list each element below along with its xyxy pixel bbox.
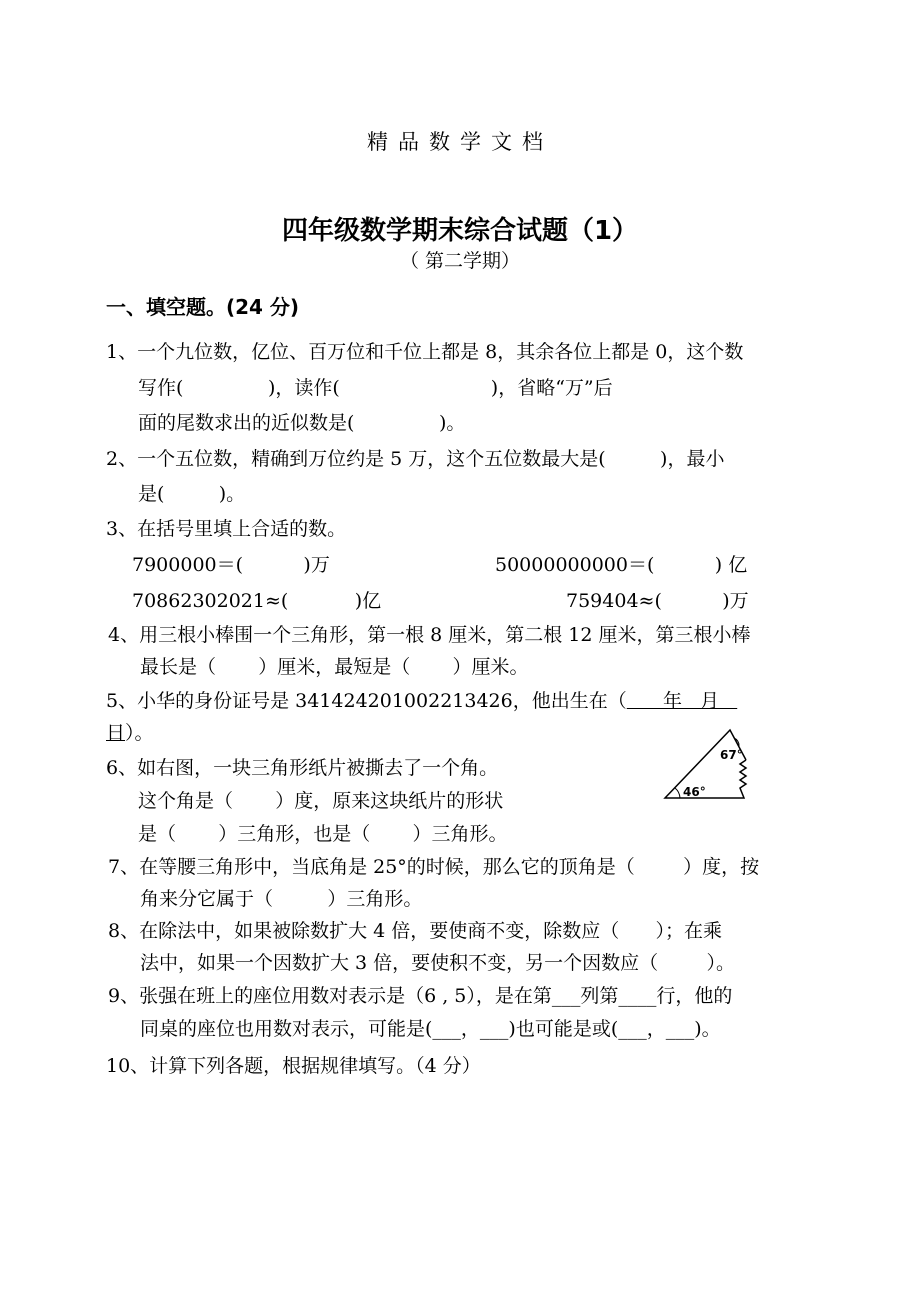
q5-day-blank: 日	[106, 722, 126, 744]
q5-date-blank: 年 月	[626, 690, 738, 712]
q10-line: 10、计算下列各题，根据规律填写。（4 分）	[106, 1055, 481, 1077]
q5-close: ）。	[125, 722, 154, 744]
q5-text: 5、小华的身份证号是 341424201002213426，他出生在（	[106, 690, 627, 712]
q6-line-3: 是（ ）三角形，也是（ ）三角形。	[138, 823, 508, 845]
q8-line-2: 法中，如果一个因数扩大 3 倍，要使积不变，另一个因数应（ ）。	[140, 952, 735, 974]
exam-subtitle: （ 第二学期）	[399, 250, 521, 272]
q4-line-2: 最长是（ ）厘米，最短是（ ）厘米。	[140, 656, 529, 678]
q8-line-1: 8、在除法中，如果被除数扩大 4 倍，要使商不变，除数应（ ）；在乘	[108, 920, 722, 942]
section-heading: 一、填空题。(24 分)	[106, 295, 300, 319]
q3-item-a2: 50000000000＝( ) 亿	[495, 554, 748, 576]
q3-item-b1: 70862302021≈( )亿	[132, 590, 382, 612]
q2-line-2: 是( )。	[138, 483, 246, 505]
q7-line-2: 角来分它属于（ ）三角形。	[140, 888, 423, 910]
page-header: 精品数学文档	[367, 130, 553, 154]
torn-triangle-figure	[660, 722, 770, 804]
q1-line-2: 写作( )，读作( )，省略“万”后	[138, 377, 613, 399]
q6-line-1: 6、如右图，一块三角形纸片被撕去了一个角。	[106, 757, 499, 779]
bottom-angle-arc	[675, 788, 680, 798]
q9-line-2: 同桌的座位也用数对表示，可能是(___，___)也可能是或(___，___)。	[140, 1018, 721, 1040]
q5-line-1	[106, 689, 737, 713]
q3-title: 3、在括号里填上合适的数。	[106, 518, 347, 540]
q1-line-3: 面的尾数求出的近似数是( )。	[138, 412, 466, 434]
q3-item-b2: 759404≈( )万	[566, 590, 749, 612]
q5-line-2	[106, 721, 154, 745]
q6-line-2: 这个角是（ ）度，原来这块纸片的形状	[138, 790, 504, 812]
bottom-angle-label: 46°	[683, 785, 706, 799]
q1-line-1: 1、一个九位数，亿位、百万位和千位上都是 8，其余各位上都是 0，这个数	[106, 341, 744, 363]
q9-line-1: 9、张强在班上的座位用数对表示是（6 , 5），是在第___列第____行，他的	[108, 985, 733, 1007]
q3-item-a1: 7900000＝( )万	[132, 554, 330, 576]
top-angle-label: 67°	[720, 748, 743, 762]
q4-line-1: 4、用三根小棒围一个三角形，第一根 8 厘米，第二根 12 厘米，第三根小棒	[108, 624, 751, 646]
q7-line-1: 7、在等腰三角形中，当底角是 25°的时候，那么它的顶角是（ ）度，按	[108, 856, 760, 878]
q2-line-1: 2、一个五位数，精确到万位约是 5 万，这个五位数最大是( )，最小	[106, 448, 725, 470]
exam-title: 四年级数学期末综合试题（1）	[281, 216, 639, 246]
